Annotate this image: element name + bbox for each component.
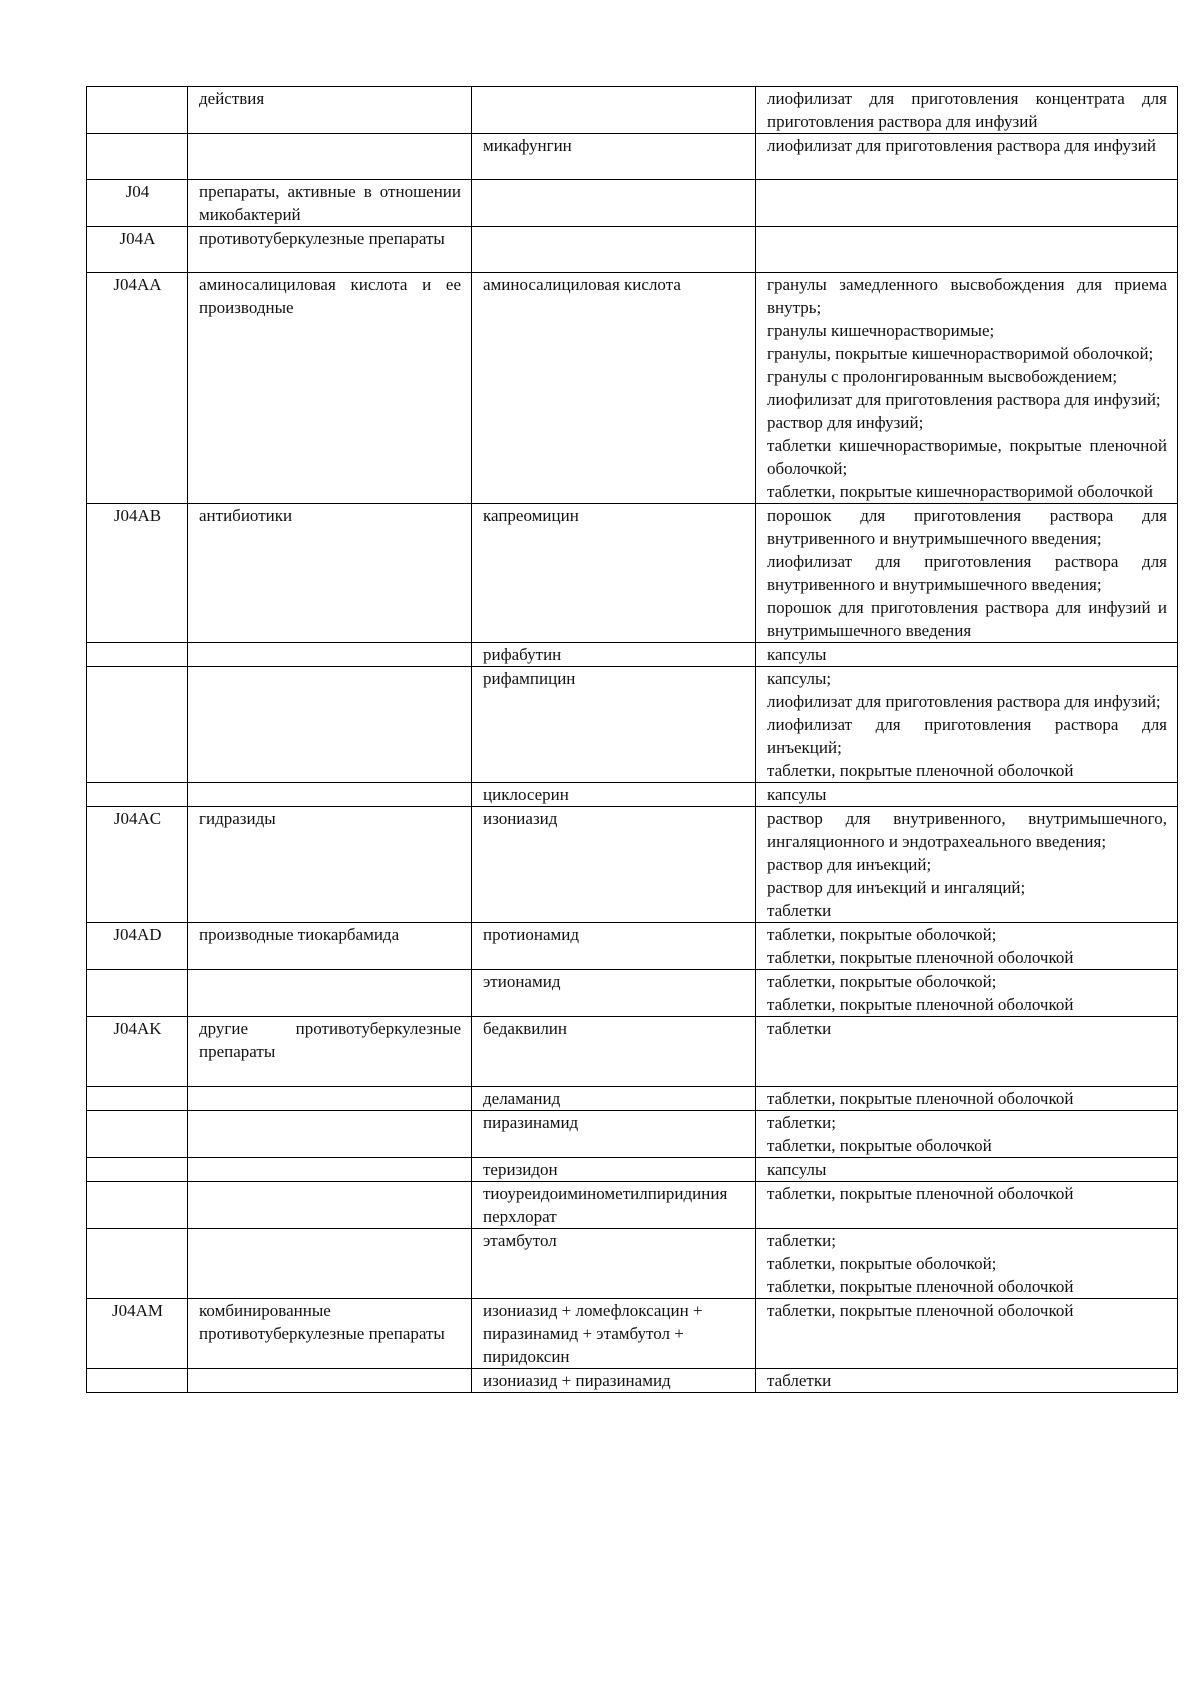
dosage-form-item: таблетки, покрытые пленочной оболочкой (767, 995, 1074, 1014)
dosage-form-item: порошок для приготовления раствора для внутривенного и внутримышечного введения; (767, 506, 1167, 548)
dosage-forms-cell (756, 923, 1178, 970)
dosage-form-item: гранулы с пролонгированным высвобождением; (767, 367, 1118, 386)
group-name-cell: гидразиды (188, 807, 472, 923)
group-name-cell (188, 1229, 472, 1299)
dosage-forms-cell (756, 970, 1178, 1017)
dosage-form-item: гранулы замедленного высвобождения для приема внутрь; (767, 275, 1167, 317)
substance-name-cell: тиоуреидоиминометилпиридиния перхлорат (472, 1182, 756, 1229)
table-body (87, 87, 1178, 1393)
group-name-cell: производные тиокарбамида (188, 923, 472, 970)
substance-name-cell: изониазид + пиразинамид (472, 1369, 756, 1393)
substance-name-cell (472, 180, 756, 227)
group-name-cell (188, 1087, 472, 1111)
dosage-forms-cell (756, 1299, 1178, 1369)
table-row (87, 807, 1178, 923)
dosage-form-item: таблетки, покрытые оболочкой; (767, 925, 997, 944)
dosage-form-item: таблетки, покрытые оболочкой (767, 1136, 992, 1155)
substance-name-cell (472, 87, 756, 134)
dosage-form-item: раствор для инъекций; (767, 855, 932, 874)
dosage-form-item: таблетки, покрытые пленочной оболочкой (767, 1184, 1074, 1203)
dosage-forms-cell (756, 667, 1178, 783)
dosage-forms-cell (756, 1087, 1178, 1111)
dosage-forms-cell (756, 807, 1178, 923)
dosage-form-item: таблетки, покрытые пленочной оболочкой (767, 761, 1074, 780)
dosage-form-item: таблетки (767, 1371, 832, 1390)
dosage-form-item: лиофилизат для приготовления раствора для инфузий; (767, 390, 1161, 409)
substance-name-cell: этионамид (472, 970, 756, 1017)
table-row (87, 1017, 1178, 1087)
dosage-forms-cell (756, 227, 1178, 273)
dosage-form-item: таблетки (767, 901, 832, 920)
dosage-form-item: таблетки кишечнорастворимые, покрытые пленочной оболочкой; (767, 436, 1167, 478)
atc-code-cell (87, 643, 188, 667)
table-row (87, 87, 1178, 134)
group-name-cell (188, 1369, 472, 1393)
dosage-forms-cell (756, 134, 1178, 180)
dosage-form-item: капсулы (767, 785, 827, 804)
substance-name-cell: изониазид (472, 807, 756, 923)
atc-code-cell: J04AD (87, 923, 188, 970)
dosage-form-item: раствор для инъекций и ингаляций; (767, 878, 1026, 897)
dosage-form-item: таблетки; (767, 1231, 836, 1250)
dosage-form-item: таблетки, покрытые пленочной оболочкой (767, 948, 1074, 967)
dosage-form-item: гранулы кишечнорастворимые; (767, 321, 995, 340)
substance-name-cell: пиразинамид (472, 1111, 756, 1158)
dosage-form-item: таблетки, покрытые кишечнорастворимой оболочкой (767, 482, 1154, 501)
group-name-cell (188, 643, 472, 667)
dosage-form-item: раствор для инфузий; (767, 413, 924, 432)
group-name-cell (188, 1182, 472, 1229)
table-row (87, 1229, 1178, 1299)
substance-name-cell: изониазид + ломефлоксацин + пиразинамид + этамбутол + пиридоксин (472, 1299, 756, 1369)
dosage-form-item: лиофилизат для приготовления концентрата для приготовления раствора для инфузий (767, 89, 1167, 131)
group-name-cell: другие противотуберкулезные препараты (188, 1017, 472, 1087)
atc-code-cell: J04AB (87, 504, 188, 643)
table-row (87, 134, 1178, 180)
substance-name-cell: рифабутин (472, 643, 756, 667)
group-name-cell (188, 970, 472, 1017)
dosage-form-item: лиофилизат для приготовления раствора для инъекций; (767, 715, 1167, 757)
table-row (87, 227, 1178, 273)
atc-code-cell (87, 87, 188, 134)
substance-name-cell: аминосалициловая кислота (472, 273, 756, 504)
substance-name-cell: микафунгин (472, 134, 756, 180)
dosage-form-item: капсулы; (767, 669, 832, 688)
substance-name-cell: циклосерин (472, 783, 756, 807)
group-name-cell: действия (188, 87, 472, 134)
dosage-form-item: таблетки, покрытые пленочной оболочкой (767, 1277, 1074, 1296)
table-row (87, 1111, 1178, 1158)
dosage-forms-cell (756, 643, 1178, 667)
dosage-form-item: таблетки, покрытые оболочкой; (767, 972, 997, 991)
table-row (87, 783, 1178, 807)
dosage-forms-cell (756, 1017, 1178, 1087)
table-row (87, 970, 1178, 1017)
dosage-forms-cell (756, 1369, 1178, 1393)
group-name-cell: антибиотики (188, 504, 472, 643)
atc-code-cell (87, 1158, 188, 1182)
table-row (87, 180, 1178, 227)
dosage-form-item: таблетки, покрытые пленочной оболочкой (767, 1301, 1074, 1320)
substance-name-cell: этамбутол (472, 1229, 756, 1299)
dosage-form-item: гранулы, покрытые кишечнорастворимой оболочкой; (767, 344, 1154, 363)
group-name-cell: аминосалициловая кислота и ее производные (188, 273, 472, 504)
table-row (87, 1182, 1178, 1229)
dosage-forms-cell (756, 783, 1178, 807)
dosage-form-item: таблетки, покрытые оболочкой; (767, 1254, 997, 1273)
substance-name-cell: рифампицин (472, 667, 756, 783)
group-name-cell (188, 134, 472, 180)
group-name-cell: препараты, активные в отношении микобактерий (188, 180, 472, 227)
dosage-forms-cell (756, 504, 1178, 643)
group-name-cell (188, 783, 472, 807)
group-name-cell (188, 1111, 472, 1158)
dosage-forms-cell (756, 1111, 1178, 1158)
atc-code-cell: J04AM (87, 1299, 188, 1369)
atc-code-cell: J04AK (87, 1017, 188, 1087)
substance-name-cell: капреомицин (472, 504, 756, 643)
atc-code-cell: J04AA (87, 273, 188, 504)
atc-code-cell: J04A (87, 227, 188, 273)
drug-classification-table (86, 86, 1178, 1393)
table-row (87, 1299, 1178, 1369)
dosage-forms-cell (756, 1158, 1178, 1182)
dosage-form-item: порошок для приготовления раствора для инфузий и внутримышечного введения (767, 598, 1167, 640)
table-row (87, 667, 1178, 783)
group-name-cell: противотуберкулезные препараты (188, 227, 472, 273)
group-name-cell: комбинированные противотуберкулезные препараты (188, 1299, 472, 1369)
atc-code-cell (87, 1229, 188, 1299)
substance-name-cell: теризидон (472, 1158, 756, 1182)
substance-name-cell: бедаквилин (472, 1017, 756, 1087)
atc-code-cell (87, 783, 188, 807)
dosage-form-item: лиофилизат для приготовления раствора для инфузий; (767, 692, 1161, 711)
substance-name-cell: протионамид (472, 923, 756, 970)
dosage-forms-cell (756, 1229, 1178, 1299)
atc-code-cell (87, 1087, 188, 1111)
dosage-form-item: таблетки (767, 1019, 832, 1038)
dosage-forms-cell (756, 273, 1178, 504)
dosage-form-item: таблетки, покрытые пленочной оболочкой (767, 1089, 1074, 1108)
dosage-forms-cell (756, 1182, 1178, 1229)
group-name-cell (188, 1158, 472, 1182)
dosage-form-item: таблетки; (767, 1113, 836, 1132)
table-row (87, 1087, 1178, 1111)
atc-code-cell (87, 970, 188, 1017)
dosage-forms-cell (756, 180, 1178, 227)
dosage-form-item: капсулы (767, 645, 827, 664)
atc-code-cell (87, 1111, 188, 1158)
atc-code-cell (87, 667, 188, 783)
dosage-form-item: капсулы (767, 1160, 827, 1179)
atc-code-cell: J04 (87, 180, 188, 227)
table-row (87, 923, 1178, 970)
group-name-cell (188, 667, 472, 783)
table-row (87, 1158, 1178, 1182)
dosage-form-item: лиофилизат для приготовления раствора для инфузий (767, 136, 1156, 155)
atc-code-cell (87, 1182, 188, 1229)
table-row (87, 504, 1178, 643)
atc-code-cell (87, 1369, 188, 1393)
table-row (87, 643, 1178, 667)
substance-name-cell (472, 227, 756, 273)
table-row (87, 1369, 1178, 1393)
atc-code-cell (87, 134, 188, 180)
dosage-forms-cell (756, 87, 1178, 134)
dosage-form-item: лиофилизат для приготовления раствора для внутривенного и внутримышечного введения; (767, 552, 1167, 594)
table-row (87, 273, 1178, 504)
atc-code-cell: J04AC (87, 807, 188, 923)
dosage-form-item: раствор для внутривенного, внутримышечного, ингаляционного и эндотрахеального введения; (767, 809, 1167, 851)
substance-name-cell: деламанид (472, 1087, 756, 1111)
